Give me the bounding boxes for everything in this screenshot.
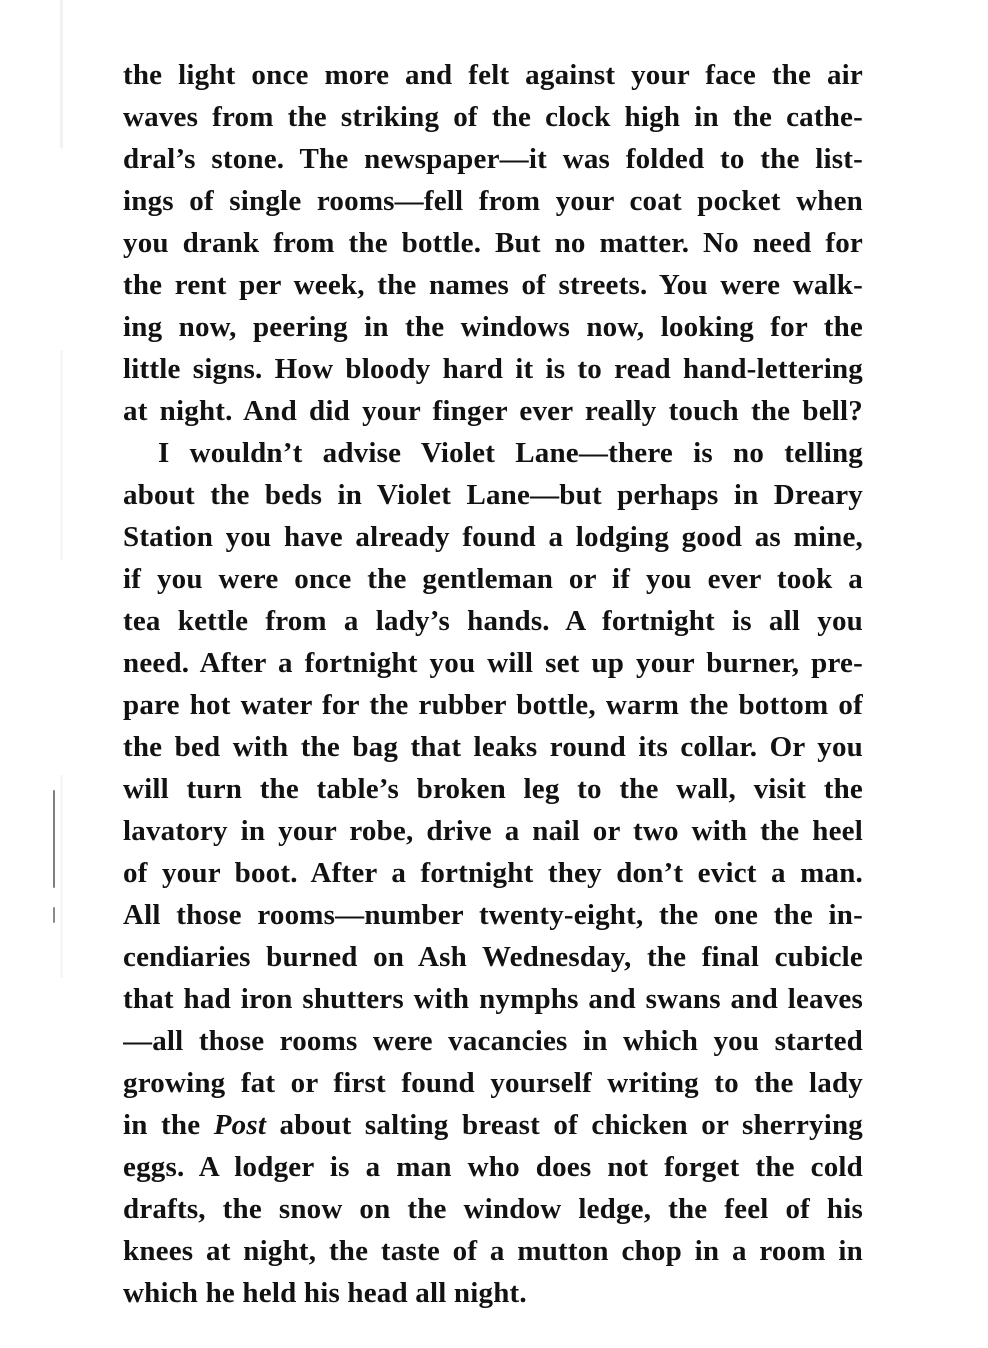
text-segment: in the	[123, 1109, 214, 1141]
text-segment: about salting breast of chicken or sherrying	[266, 1109, 863, 1141]
text-line: you drank from the bottle. But no matter. No need for	[123, 227, 863, 259]
text-line: if you were once the gentleman or if you ever took a	[123, 563, 863, 595]
text-line: Station you have already found a lodging good as mine,	[123, 521, 863, 553]
page-text-block	[123, 54, 863, 1314]
text-line: All those rooms—number twenty-eight, the one the in-	[123, 899, 863, 931]
text-line: growing fat or first found yourself writing to the lady	[123, 1067, 863, 1099]
text-line: eggs. A lodger is a man who does not forget the cold	[123, 1151, 863, 1183]
text-line: little signs. How bloody hard it is to read hand-lettering	[123, 353, 863, 385]
text-line: need. After a fortnight you will set up your burner, pre-	[123, 647, 863, 679]
text-line: will turn the table’s broken leg to the wall, visit the	[123, 773, 863, 805]
text-line: drafts, the snow on the window ledge, the feel of his	[123, 1193, 863, 1225]
text-line: tea kettle from a lady’s hands. A fortnight is all you	[123, 605, 863, 637]
margin-pen-mark-short	[53, 907, 55, 923]
text-line	[123, 1104, 863, 1146]
text-line: knees at night, the taste of a mutton chop in a room in	[123, 1235, 863, 1267]
text-line: the rent per week, the names of streets. You were walk-	[123, 269, 863, 301]
text-line: that had iron shutters with nymphs and swans and leaves	[123, 983, 863, 1015]
text-line: which he held his head all night.	[123, 1277, 527, 1309]
scan-edge-line	[60, 0, 63, 1348]
text-line: the bed with the bag that leaks round its collar. Or you	[123, 731, 863, 763]
text-line: dral’s stone. The newspaper—it was folded to the list-	[123, 143, 863, 175]
italic-text: Post	[213, 1109, 267, 1141]
text-line: of your boot. After a fortnight they don’t evict a man.	[123, 857, 863, 889]
text-line: the light once more and felt against your face the air	[123, 59, 863, 91]
text-line: waves from the striking of the clock high in the cathe-	[123, 101, 863, 133]
text-line: ing now, peering in the windows now, looking for the	[123, 311, 863, 343]
text-line: —all those rooms were vacancies in which you started	[123, 1025, 863, 1057]
text-line: lavatory in your robe, drive a nail or two with the heel	[123, 815, 863, 847]
text-line: cendiaries burned on Ash Wednesday, the final cubicle	[123, 941, 863, 973]
margin-pen-mark-long	[53, 790, 55, 888]
text-line: about the beds in Violet Lane—but perhaps in Dreary	[123, 479, 863, 511]
text-line: ings of single rooms—fell from your coat pocket when	[123, 185, 863, 217]
text-line: at night. And did your finger ever really touch the bell?	[123, 395, 863, 427]
text-line: I wouldn’t advise Violet Lane—there is no telling	[158, 437, 863, 469]
text-line: pare hot water for the rubber bottle, warm the bottom of	[123, 689, 863, 721]
